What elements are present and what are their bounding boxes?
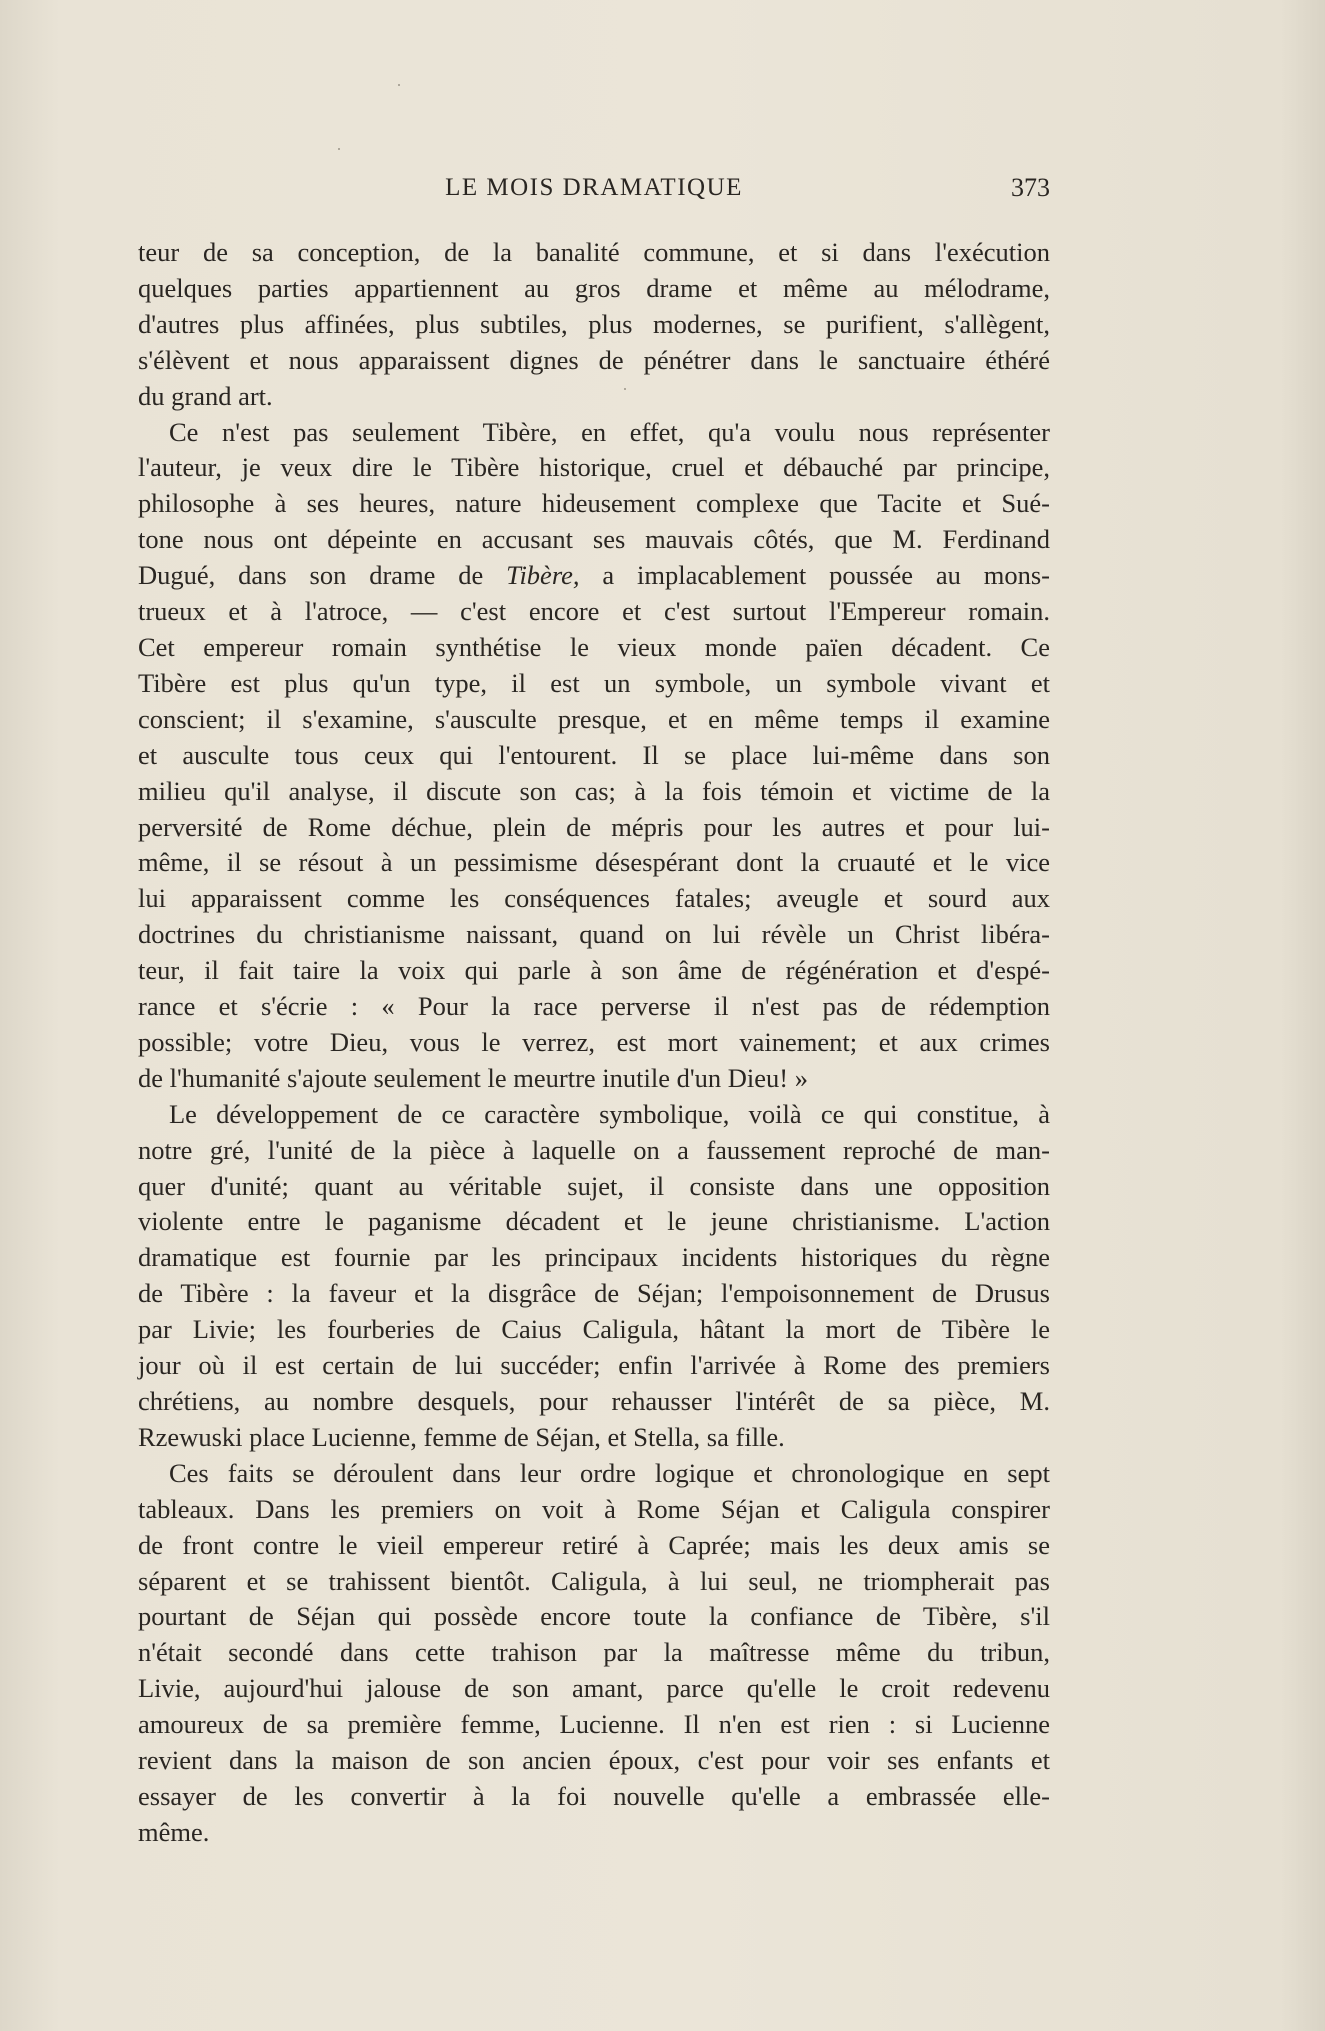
- text-line: milieu qu'il analyse, il discute son cas; à la fois témoin et victime de la: [138, 775, 1050, 806]
- text-line: tone nous ont dépeinte en accusant ses mauvais côtés, que M. Ferdinand: [138, 524, 1050, 555]
- text-line: séparent et se trahissent bientôt. Caligula, à lui seul, ne triompherait pas: [138, 1565, 1050, 1596]
- paragraph-developpement: [138, 1097, 1050, 1456]
- paragraph-tibere: [138, 415, 1050, 1097]
- text-line: amoureux de sa première femme, Lucienne. Il n'en est rien : si Lucienne: [138, 1709, 1050, 1740]
- text-line: de l'humanité s'ajoute seulement le meurtre inutile d'un Dieu! »: [138, 1062, 809, 1093]
- text-line: par Livie; les fourberies de Caius Caligula, hâtant la mort de Tibère le: [138, 1314, 1050, 1345]
- scan-speck: [398, 84, 400, 86]
- text-line: doctrines du christianisme naissant, quand on lui révèle un Christ libéra-: [138, 919, 1050, 950]
- text-line: possible; votre Dieu, vous le verrez, est mort vainement; et aux crimes: [138, 1026, 1050, 1057]
- text-line: jour où il est certain de lui succéder; enfin l'arrivée à Rome des premiers: [138, 1350, 1050, 1381]
- text-line: Tibère est plus qu'un type, il est un symbole, un symbole vivant et: [138, 667, 1050, 698]
- text-line: teur de sa conception, de la banalité commune, et si dans l'exécution: [138, 237, 1050, 267]
- text-line: même, il se résout à un pessimisme désespérant dont la cruauté et le vice: [138, 847, 1050, 878]
- text-line: teur, il fait taire la voix qui parle à son âme de régénération et d'espé-: [138, 955, 1050, 986]
- paragraph-faits: [138, 1456, 1050, 1851]
- text-line: violente entre le paganisme décadent et le jeune christianisme. L'action: [138, 1206, 1050, 1237]
- text-line: rance et s'écrie : « Pour la race perverse il n'est pas de rédemption: [138, 991, 1050, 1022]
- text-line: Cet empereur romain synthétise le vieux monde païen décadent. Ce: [138, 631, 1050, 662]
- running-head: LE MOIS DRAMATIQUE: [445, 174, 743, 201]
- text-line: s'élèvent et nous apparaissent dignes de pénétrer dans le sanctuaire éthéré: [138, 344, 1050, 375]
- text-line: trueux et à l'atroce, — c'est encore et c'est surtout l'Empereur romain.: [138, 596, 1050, 627]
- text-line: quer d'unité; quant au véritable sujet, il consiste dans une opposition: [138, 1170, 1050, 1201]
- body-text: [138, 235, 1050, 1851]
- text-line: Ces faits se déroulent dans leur ordre logique et chronologique en sept: [169, 1457, 1050, 1488]
- text-line: Ce n'est pas seulement Tibère, en effet, qu'a voulu nous représenter: [169, 416, 1050, 447]
- text-line: perversité de Rome déchue, plein de mépris pour les autres et pour lui-: [138, 811, 1050, 842]
- text-line: n'était secondé dans cette trahison par la maîtresse même du tribun,: [138, 1637, 1050, 1668]
- text-line: Dugué, dans son drame de Tibère, a implacablement poussée au mons-: [138, 560, 1050, 591]
- text-line: de front contre le vieil empereur retiré à Caprée; mais les deux amis se: [138, 1529, 1050, 1560]
- text-line: du grand art.: [138, 380, 273, 411]
- text-line: quelques parties appartiennent au gros drame et même au mélodrame,: [138, 272, 1050, 303]
- text-line: revient dans la maison de son ancien époux, c'est pour voir ses enfants et: [138, 1745, 1050, 1776]
- text-line: dramatique est fournie par les principaux incidents historiques du règne: [138, 1242, 1050, 1273]
- text-line: notre gré, l'unité de la pièce à laquelle on a faussement reproché de man-: [138, 1134, 1050, 1165]
- text-line: essayer de les convertir à la foi nouvelle qu'elle a embrassée elle-: [138, 1780, 1050, 1811]
- play-title: Tibère,: [506, 560, 580, 591]
- page-number: 373: [1011, 173, 1050, 202]
- scan-speck: [338, 148, 340, 150]
- text-line: pourtant de Séjan qui possède encore toute la confiance de Tibère, s'il: [138, 1601, 1050, 1632]
- paragraph-continuation: [138, 235, 1050, 415]
- text-line: tableaux. Dans les premiers on voit à Rome Séjan et Caligula conspirer: [138, 1493, 1050, 1524]
- text-line: Livie, aujourd'hui jalouse de son amant, parce qu'elle le croit redevenu: [138, 1673, 1050, 1704]
- text-line: et ausculte tous ceux qui l'entourent. Il se place lui-même dans son: [138, 739, 1050, 770]
- text-line: Rzewuski place Lucienne, femme de Séjan, et Stella, sa fille.: [138, 1421, 785, 1452]
- text-line: de Tibère : la faveur et la disgrâce de Séjan; l'empoisonnement de Drusus: [138, 1278, 1050, 1309]
- text-line: conscient; il s'examine, s'ausculte presque, et en même temps il examine: [138, 703, 1050, 734]
- page-header: [138, 170, 1050, 210]
- text-line: lui apparaissent comme les conséquences fatales; aveugle et sourd aux: [138, 883, 1050, 914]
- text-line: l'auteur, je veux dire le Tibère historique, cruel et débauché par principe,: [138, 452, 1050, 483]
- text-line: chrétiens, au nombre desquels, pour rehausser l'intérêt de sa pièce, M.: [138, 1386, 1050, 1416]
- text-line: Le développement de ce caractère symbolique, voilà ce qui constitue, à: [169, 1098, 1050, 1129]
- text-line: philosophe à ses heures, nature hideusement complexe que Tacite et Sué-: [138, 488, 1050, 519]
- text-line: même.: [138, 1816, 210, 1847]
- text-line: d'autres plus affinées, plus subtiles, plus modernes, se purifient, s'allègent,: [138, 308, 1050, 339]
